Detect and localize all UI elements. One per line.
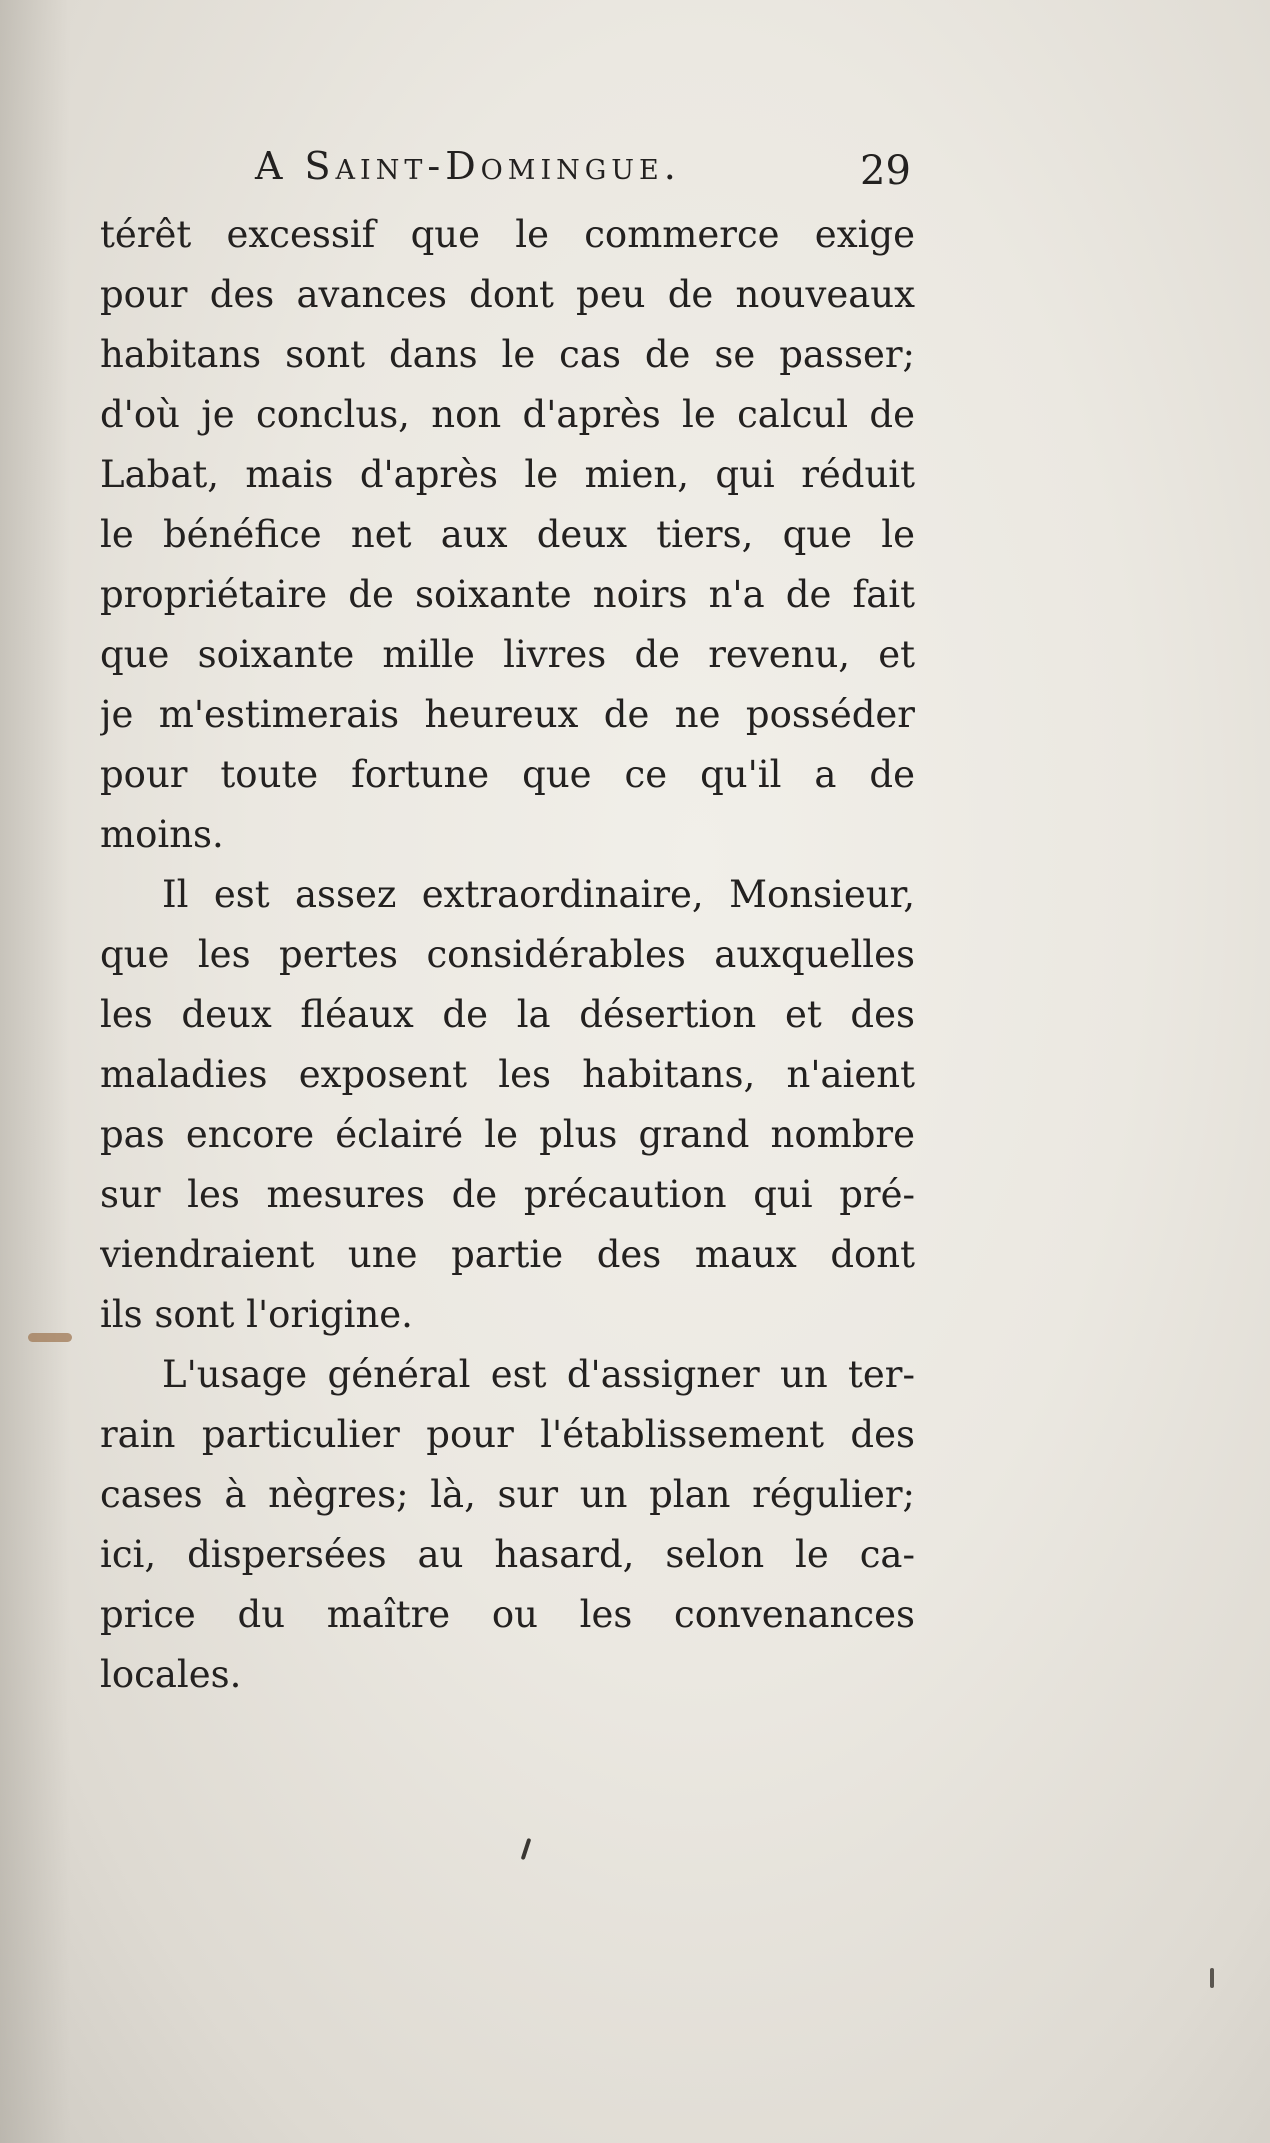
text-line: le bénéfice net aux deux tiers, que le bbox=[100, 513, 915, 556]
text-line: propriétaire de soixante noirs n'a de fait bbox=[100, 573, 915, 616]
margin-stain bbox=[28, 1333, 72, 1342]
text-line: Labat, mais d'après le mien, qui réduit bbox=[100, 453, 915, 496]
text-line: price du maître ou les convenances bbox=[100, 1593, 915, 1636]
stray-ink-mark bbox=[1210, 1968, 1214, 1988]
text-line: que soixante mille livres de revenu, et bbox=[100, 633, 915, 676]
text-line: les deux fléaux de la désertion et des bbox=[100, 993, 915, 1036]
text-line: ici, dispersées au hasard, selon le ca- bbox=[100, 1533, 915, 1576]
text-line: sur les mesures de précaution qui pré- bbox=[100, 1173, 915, 1216]
paragraph-3 bbox=[100, 1345, 915, 1705]
text-line: pas encore éclairé le plus grand nombre bbox=[100, 1113, 915, 1156]
text-line: rain particulier pour l'établissement des bbox=[100, 1413, 915, 1456]
paragraph-1 bbox=[100, 205, 915, 865]
running-title: A Saint-Domingue. bbox=[255, 144, 681, 188]
text-line: locales. bbox=[100, 1653, 242, 1696]
text-line: térêt excessif que le commerce exige bbox=[100, 213, 915, 256]
page-edge-shadow bbox=[0, 0, 70, 2143]
text-line: d'où je conclus, non d'après le calcul de bbox=[100, 393, 915, 436]
body-text bbox=[100, 205, 915, 1705]
text-line: habitans sont dans le cas de se passer; bbox=[100, 333, 915, 376]
text-line: Il est assez extraordinaire, Monsieur, bbox=[162, 873, 915, 916]
text-line: que les pertes considérables auxquelles bbox=[100, 933, 915, 976]
running-head bbox=[100, 140, 930, 200]
paragraph-2 bbox=[100, 865, 915, 1345]
text-line: pour toute fortune que ce qu'il a de bbox=[100, 753, 915, 796]
text-line: maladies exposent les habitans, n'aient bbox=[100, 1053, 915, 1096]
text-line: viendraient une partie des maux dont bbox=[100, 1233, 915, 1276]
text-line: pour des avances dont peu de nouveaux bbox=[100, 273, 915, 316]
text-line: ils sont l'origine. bbox=[100, 1293, 413, 1336]
page-number: 29 bbox=[860, 148, 911, 194]
stray-ink-mark bbox=[521, 1838, 532, 1860]
text-line: je m'estimerais heureux de ne posséder bbox=[100, 693, 915, 736]
text-line: moins. bbox=[100, 813, 224, 856]
text-line: cases à nègres; là, sur un plan régulier; bbox=[100, 1473, 915, 1516]
text-line: L'usage général est d'assigner un ter- bbox=[162, 1353, 915, 1396]
